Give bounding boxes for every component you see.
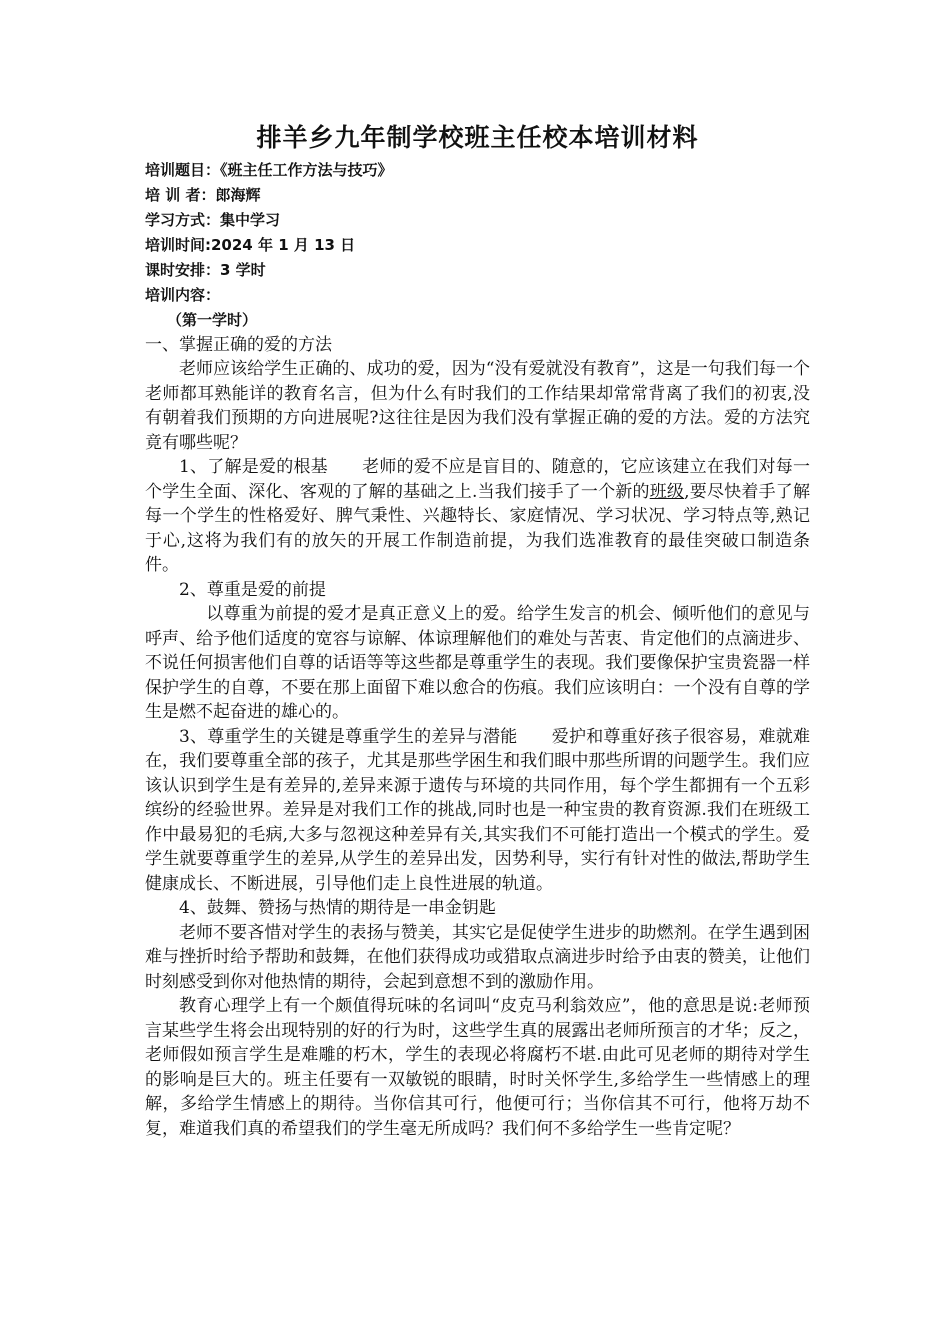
item1-underlined: 班级: [649, 481, 685, 502]
meta-trainer: [145, 183, 810, 208]
document-title: 排羊乡九年制学校班主任校本培训材料: [256, 123, 699, 152]
meta-value: 集中学习: [220, 211, 281, 229]
session-label: （第一学时）: [167, 311, 258, 329]
meta-content: [145, 283, 810, 308]
item1-heading: 1、了解是爱的根基: [179, 457, 328, 477]
meta-label: 培训内容：: [145, 286, 221, 304]
meta-value: 《班主任工作方法与技巧》: [220, 161, 393, 179]
meta-hours: [145, 258, 810, 283]
item3-heading: 3、尊重学生的关键是尊重学生的差异与潜能: [179, 726, 518, 747]
meta-value: 3 学时: [220, 261, 266, 279]
meta-value: 2024 年 1 月 13 日: [211, 236, 356, 254]
meta-label: 培训题目：: [145, 161, 221, 179]
meta-method: [145, 208, 810, 233]
item2-heading: 2、尊重是爱的前提: [179, 579, 326, 600]
section-heading: 一、掌握正确的爱的方法: [145, 335, 332, 355]
item1-paragraph: [145, 455, 810, 578]
meta-label: 培训时间:: [145, 236, 211, 254]
item1-text-after: ,要尽快着手了解每一个学生的性格爱好、脾气秉性、兴趣特长、家庭情况、学习状况、学习特点等,熟记于心,这将为我们有的放矢的开展工作制造前提，为我们选准教育的最佳突破口制造条件。: [145, 481, 810, 575]
meta-label: 课时安排：: [145, 261, 221, 279]
item4-paragraph-1: 老师不要吝惜对学生的表扬与赞美，其实它是促使学生进步的助燃剂。在学生遇到困难与挫折时给予帮助和鼓舞，在他们获得成功或猎取点滴进步时给予由衷的赞美，让他们时刻感受到你对他热情的期待，会起到意想不到的激励作用。: [145, 922, 810, 992]
meta-label: 学习方式：: [145, 211, 221, 229]
item4-paragraph-2: 教育心理学上有一个颇值得玩味的名词叫“皮克马利翁效应”，他的意思是说:老师预言某些学生将会出现特别的好的行为时，这些学生真的展露出老师所预言的才华；反之，老师假如预言学生是难雕的朽木，学生的表现必将腐朽不堪.由此可见老师的期待对学生的影响是巨大的。班主任要有一双敏锐的眼睛，时时关怀学生,多给学生一些情感上的理解，多给学生情感上的期待。当你信其可行，他便可行；当你信其不可行，他将万劫不复，难道我们真的希望我们的学生毫无所成吗？我们何不多给学生一些肯定呢？: [145, 996, 810, 1139]
item3-paragraph: [145, 725, 810, 897]
meta-topic: [145, 158, 810, 183]
item2-paragraph: 以尊重为前提的爱才是真正意义上的爱。给学生发言的机会、倾听他们的意见与呼声、给予他们适度的宽容与谅解、体谅理解他们的难处与苦衷、肯定他们的点滴进步、不说任何损害他们自尊的话语等等这些都是尊重学生的表现。我们要像保护宝贵瓷器一样保护学生的自尊，不要在那上面留下难以愈合的伤痕。我们应该明白：一个没有自尊的学生是燃不起奋进的雄心的。: [145, 604, 810, 722]
item3-text: 爱护和尊重好孩子很容易，难就难在，我们要尊重全部的孩子，尤其是那些学困生和我们眼中那些所谓的问题学生。我们应该认识到学生是有差异的,差异来源于遗传与环境的共同作用，每个学生都拥有一个五彩缤纷的经验世界。差异是对我们工作的挑战,同时也是一种宝贵的教育资源.我们在班级工作中最易犯的毛病,大多与忽视这种差异有关,其实我们不可能打造出一个模式的学生。爱学生就要尊重学生的差异,从学生的差异出发，因势利导，实行有针对性的做法,帮助学生健康成长、不断进展，引导他们走上良性进展的轨道。: [145, 726, 811, 894]
item1-text-before: 老师的爱不应是盲目的、随意的，它应该建立在我们对每一个学生全面、深化、客观的了解的基础之上.当我们接手了一个新的: [145, 457, 810, 502]
item4-heading: 4、鼓舞、赞扬与热情的期待是一串金钥匙: [179, 898, 496, 918]
document-page: [145, 118, 810, 1141]
intro-paragraph: 老师应该给学生正确的、成功的爱，因为“没有爱就没有教育”，这是一句我们每一个老师都耳熟能详的教育名言，但为什么有时我们的工作结果却常常背离了我们的初衷,没有朝着我们预期的方向进展呢?这往往是因为我们没有掌握正确的爱的方法。爱的方法究竟有哪些呢？: [145, 359, 810, 453]
meta-value: 郎海辉: [215, 186, 261, 204]
meta-date: [145, 233, 810, 258]
meta-label: 培 训 者：: [145, 186, 216, 204]
